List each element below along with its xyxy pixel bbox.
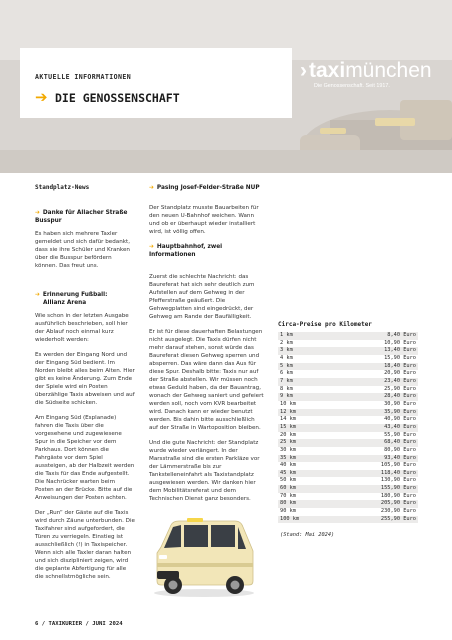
table-row bbox=[278, 455, 418, 463]
row-distance: 25 km bbox=[280, 439, 296, 446]
row-price: 35,90 Euro bbox=[384, 408, 416, 415]
subhead-pasing bbox=[149, 184, 264, 192]
row-price: 25,90 Euro bbox=[384, 385, 416, 392]
price-table-title: Circa-Preise pro Kilometer bbox=[278, 321, 372, 328]
row-distance: 15 km bbox=[280, 423, 296, 430]
row-distance: 2 km bbox=[280, 339, 293, 346]
row-price: 130,90 Euro bbox=[380, 477, 416, 484]
subhead-allacher bbox=[35, 209, 135, 225]
logo-city: münchen bbox=[345, 59, 432, 82]
row-distance: 6 km bbox=[280, 370, 293, 377]
table-row bbox=[278, 462, 418, 470]
table-row bbox=[278, 340, 418, 348]
subhead-fussball bbox=[35, 291, 135, 307]
table-row bbox=[278, 485, 418, 493]
table-row bbox=[278, 416, 418, 424]
row-distance: 80 km bbox=[280, 500, 296, 507]
row-distance: 40 km bbox=[280, 462, 296, 469]
logo-chevron: › bbox=[300, 59, 307, 82]
logo-wordmark bbox=[300, 60, 442, 81]
logo-taxi: taxi bbox=[309, 59, 346, 82]
table-row bbox=[278, 401, 418, 409]
logo-tagline: Die Genossenschaft. Seit 1917. bbox=[314, 83, 390, 89]
row-distance: 20 km bbox=[280, 431, 296, 438]
row-distance: 4 km bbox=[280, 354, 293, 361]
row-price: 155,90 Euro bbox=[380, 485, 416, 492]
row-distance: 35 km bbox=[280, 454, 296, 461]
row-distance: 5 km bbox=[280, 362, 293, 369]
paragraph: Er ist für diese dauerhaften Belastungen nicht ausgelegt. Die Taxis dürfen nicht mehr darauf stehen, sonst würde das Baureferat diesen Gehweg sperren und absperren. Das wäre dann das Aus für diese Spur. Deshalb bitte: Taxis nur auf der Straße abstellen. Wir müssen noch etwas Geduld haben, da der Bauantrag, wonach der Gehweg saniert und gefeiert werden soll, noch vom KVR bearbeitet wird. Danach kann er wieder benutzt werden. Bis dahin bitte ausschließlich auf der Straße in Wartoposition bleiben. bbox=[149, 329, 264, 431]
table-row bbox=[278, 500, 418, 508]
row-price: 93,40 Euro bbox=[384, 454, 416, 461]
row-distance: 100 km bbox=[280, 515, 300, 522]
row-price: 55,90 Euro bbox=[384, 431, 416, 438]
table-row bbox=[278, 477, 418, 485]
row-distance: 3 km bbox=[280, 347, 293, 354]
paragraph: Und die gute Nachricht: der Standplatz wurde wieder verlängert. In der Marsstraße sind die ersten Parkläze vor der Lämmerstraße bis zur Tankstelleneinfahrt als Taxistandplatz ausgewiesen werden. Wir danken hier dem Mobilitätsreferat und dem Technischen Dienst ganz besonders. bbox=[149, 440, 260, 502]
subhead-allacher-text: Danke für Allacher Straße Busspur bbox=[35, 210, 128, 224]
taxi-van-icon bbox=[149, 517, 259, 599]
row-price: 20,90 Euro bbox=[384, 370, 416, 377]
row-price: 205,90 Euro bbox=[380, 500, 416, 507]
table-row bbox=[278, 355, 418, 363]
row-price: 105,90 Euro bbox=[380, 462, 416, 469]
table-row bbox=[278, 493, 418, 501]
row-price: 23,40 Euro bbox=[384, 377, 416, 384]
paragraph: Der „Run“ der Gäste auf die Taxis wird durch Zäune unterbunden. Die Taxifahrer sind aufgefordert, die Türen zu verriegeln. Einstieg ist ausschließlich (!) in Taxispeicher. Wenn sich alle Taxler daran halten und sich diszipliniert zeigen, wird die geplante Abfertigung für alle die schnellstmögliche sein. bbox=[35, 510, 135, 580]
paragraph: Zuerst die schlechte Nachricht: das Baureferat hat sich sehr deutlich zum Aufstellen auf dem Gehweg in der Pfefferstraße geäußert. Die Gehwegplatten sind eingedrückt, der Gehweg am Rande der Baufälligkeit. bbox=[149, 274, 255, 320]
table-row bbox=[278, 439, 418, 447]
row-distance: 9 km bbox=[280, 393, 293, 400]
row-distance: 14 km bbox=[280, 416, 296, 423]
row-price: 10,90 Euro bbox=[384, 339, 416, 346]
row-distance: 70 km bbox=[280, 492, 296, 499]
table-row bbox=[278, 386, 418, 394]
table-row bbox=[278, 409, 418, 417]
taxi-muenchen-logo bbox=[300, 60, 442, 89]
arrow-right-icon: ➔ bbox=[35, 292, 40, 298]
table-row bbox=[278, 516, 418, 524]
row-distance: 50 km bbox=[280, 477, 296, 484]
row-price: 28,40 Euro bbox=[384, 393, 416, 400]
row-distance: 10 km bbox=[280, 400, 296, 407]
section-label: AKTUELLE INFORMATIONEN bbox=[35, 73, 132, 81]
row-distance: 60 km bbox=[280, 485, 296, 492]
table-row bbox=[278, 424, 418, 432]
table-row bbox=[278, 447, 418, 455]
row-distance: 1 km bbox=[280, 332, 293, 338]
left-column bbox=[35, 184, 135, 588]
title-card bbox=[20, 48, 292, 118]
paragraph: Es werden der Eingang Nord und der Eingang Süd bedient. Im Norden bleibt alles beim Alten. Hier gibt es keine Änderung. Zum Ende der Spiele wird ein Posten überzählige Taxis abweisen und auf die Südseite schicken. bbox=[35, 352, 135, 406]
price-table bbox=[278, 321, 418, 538]
subhead-hauptbahnhof bbox=[149, 243, 264, 259]
page-footer: 6 / TAXIKURIER / JUNI 2024 bbox=[35, 621, 123, 627]
arrow-right-icon: ➔ bbox=[149, 244, 154, 250]
table-row bbox=[278, 363, 418, 371]
left-column-heading: Standplatz-News bbox=[35, 184, 90, 191]
subhead-fussball-line1: Erinnerung Fußball: bbox=[42, 292, 108, 298]
taxi-van-image bbox=[149, 517, 259, 603]
table-row bbox=[278, 347, 418, 355]
row-price: 68,40 Euro bbox=[384, 439, 416, 446]
table-row bbox=[278, 332, 418, 340]
row-price: 40,90 Euro bbox=[384, 416, 416, 423]
paragraph: Der Standplatz musste Bauarbeiten für den neuen U-Bahnhof weichen. Wann und ob er überhaupt wieder installiert wird, ist völlig offen. bbox=[149, 205, 259, 235]
row-distance: 8 km bbox=[280, 385, 293, 392]
table-row bbox=[278, 393, 418, 401]
row-price: 15,90 Euro bbox=[384, 354, 416, 361]
subhead-fussball-line2: Allianz Arena bbox=[43, 300, 87, 306]
row-price: 30,90 Euro bbox=[384, 400, 416, 407]
arrow-right-icon: ➔ bbox=[35, 88, 48, 106]
price-note: (Stand: Mai 2024) bbox=[280, 532, 335, 539]
row-distance: 7 km bbox=[280, 377, 293, 384]
paragraph: Am Eingang Süd (Esplanade) fahren die Taxis über die vorgesehene und zugewiesene Spur in die Speicher vor dem Parkhaus. Dort können die Fahrgäste vor dem Spiel aussteigen, ab der Halbzeit werden die Taxis für das Ende aufgestellt. Die Nachrücker warten beim Posten an der Brücke. Bitte auf die Anweisungen der Posten achten. bbox=[35, 415, 135, 501]
table-row bbox=[278, 508, 418, 516]
row-distance: 12 km bbox=[280, 408, 296, 415]
row-price: 13,40 Euro bbox=[384, 347, 416, 354]
row-price: 18,40 Euro bbox=[384, 362, 416, 369]
table-row bbox=[278, 378, 418, 386]
arrow-right-icon: ➔ bbox=[149, 185, 154, 191]
row-distance: 45 km bbox=[280, 469, 296, 476]
table-row bbox=[278, 470, 418, 478]
page-title: DIE GENOSSENSCHAFT bbox=[55, 91, 180, 105]
subhead-hauptbahnhof-text: Hauptbahnhof, zwei Informationen bbox=[149, 244, 223, 258]
row-distance: 90 km bbox=[280, 508, 296, 515]
paragraph: Wie schon in der letzten Ausgabe ausführlich beschrieben, soll hier der Ablauf noch einmal kurz wiederholt werden: bbox=[35, 313, 129, 343]
row-price: 255,90 Euro bbox=[380, 515, 416, 522]
table-row bbox=[278, 370, 418, 378]
paragraph: Es haben sich mehrere Taxler gemeldet und sich dafür bedankt, dass sie ihre Schüler und Kranken über die Busspur befördern können. Das freut uns. bbox=[35, 231, 130, 269]
price-rows bbox=[278, 332, 418, 523]
row-price: 230,90 Euro bbox=[380, 508, 416, 515]
row-price: 180,90 Euro bbox=[380, 492, 416, 499]
subhead-pasing-text: Pasing Josef-Felder-Straße NUP bbox=[156, 185, 260, 191]
row-price: 8,40 Euro bbox=[387, 332, 416, 338]
row-price: 43,40 Euro bbox=[384, 423, 416, 430]
arrow-right-icon: ➔ bbox=[35, 210, 40, 216]
table-row bbox=[278, 432, 418, 440]
row-price: 80,90 Euro bbox=[384, 446, 416, 453]
middle-column bbox=[149, 184, 264, 510]
row-price: 118,40 Euro bbox=[380, 469, 416, 476]
row-distance: 30 km bbox=[280, 446, 296, 453]
